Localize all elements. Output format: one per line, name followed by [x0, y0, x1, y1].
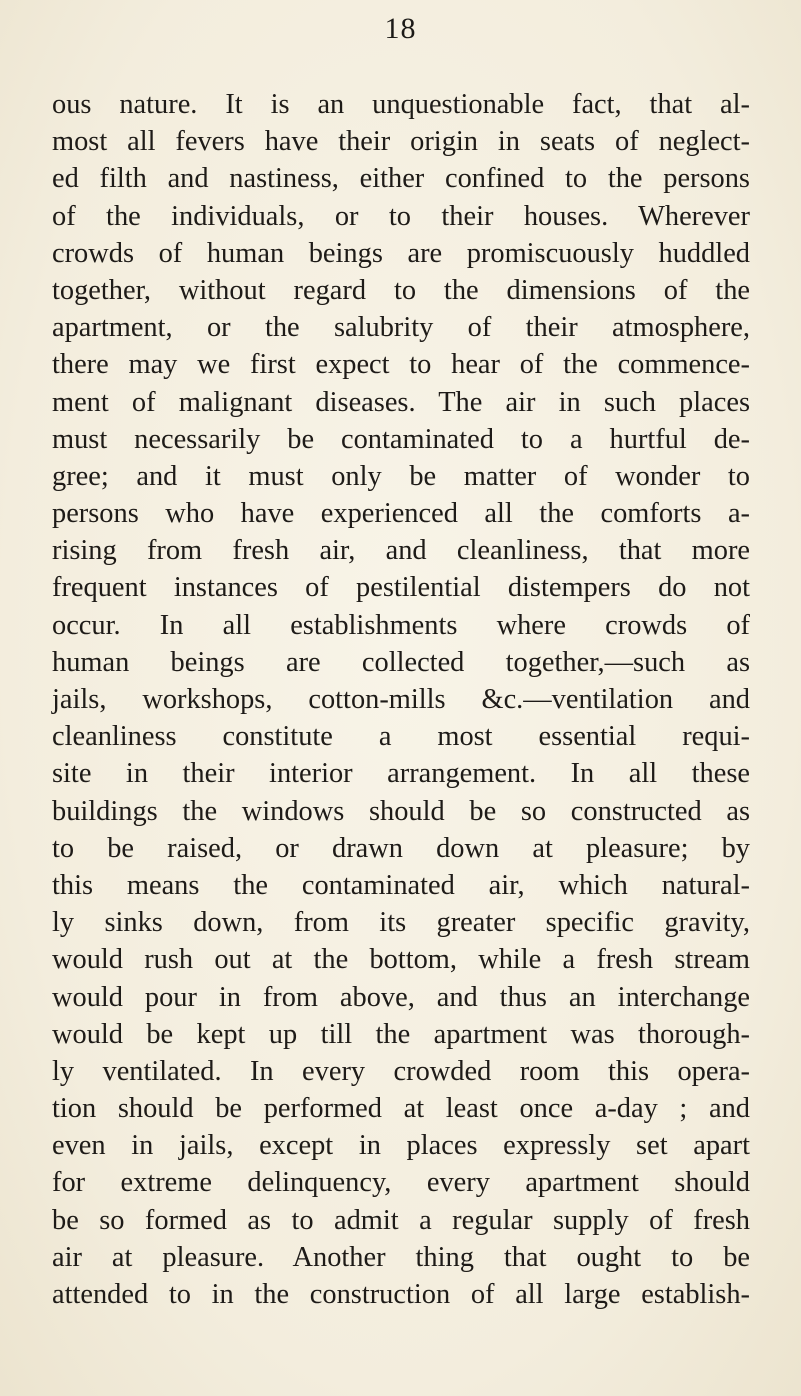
text-line: would pour in from above, and thus an interchange [52, 981, 750, 1013]
text-line: apartment, or the salubrity of their atmosphere, [52, 312, 750, 344]
text-line: there may we first expect to hear of the commence- [52, 349, 750, 381]
text-line: this means the contaminated air, which natural- [52, 869, 750, 901]
text-line: frequent instances of pestilential distempers do not [52, 572, 750, 604]
text-line: ly sinks down, from its greater specific gravity, [52, 907, 750, 939]
text-line: buildings the windows should be so constructed as [52, 795, 750, 827]
text-line: most all fevers have their origin in seats of neglect- [52, 126, 750, 158]
text-line: ly ventilated. In every crowded room this opera- [52, 1055, 750, 1087]
text-line: for extreme delinquency, every apartment should [52, 1167, 750, 1199]
text-line: attended to in the construction of all large establish- [52, 1279, 750, 1310]
text-line: air at pleasure. Another thing that ought to be [52, 1241, 750, 1273]
text-line: ous nature. It is an unquestionable fact, that al- [52, 89, 750, 120]
text-line: tion should be performed at least once a-day ; and [52, 1093, 750, 1125]
text-line: even in jails, except in places expressly set apart [52, 1130, 750, 1162]
text-line: of the individuals, or to their houses. Wherever [52, 200, 750, 232]
text-line: ment of malignant diseases. The air in such places [52, 386, 750, 418]
body-text [52, 86, 750, 1313]
text-line: crowds of human beings are promiscuously huddled [52, 237, 750, 269]
text-line: site in their interior arrangement. In all these [52, 758, 750, 790]
text-line: human beings are collected together,—such as [52, 646, 750, 678]
text-line: must necessarily be contaminated to a hurtful de- [52, 423, 750, 455]
text-line: would be kept up till the apartment was thorough- [52, 1018, 750, 1050]
text-line: persons who have experienced all the comforts a- [52, 498, 750, 530]
page-number: 18 [384, 12, 417, 45]
text-line: would rush out at the bottom, while a fresh stream [52, 944, 750, 976]
text-line: rising from fresh air, and cleanliness, that more [52, 535, 750, 567]
text-line: ed filth and nastiness, either confined to the persons [52, 163, 750, 195]
text-line: cleanliness constitute a most essential requi- [52, 721, 750, 753]
text-line: to be raised, or drawn down at pleasure; by [52, 832, 750, 864]
text-line: jails, workshops, cotton-mills &c.—ventilation and [52, 684, 750, 715]
text-line: occur. In all establishments where crowds of [52, 609, 750, 641]
text-line: together, without regard to the dimensions of the [52, 274, 750, 306]
text-line: gree; and it must only be matter of wonder to [52, 460, 750, 492]
text-line: be so formed as to admit a regular supply of fresh [52, 1204, 750, 1236]
